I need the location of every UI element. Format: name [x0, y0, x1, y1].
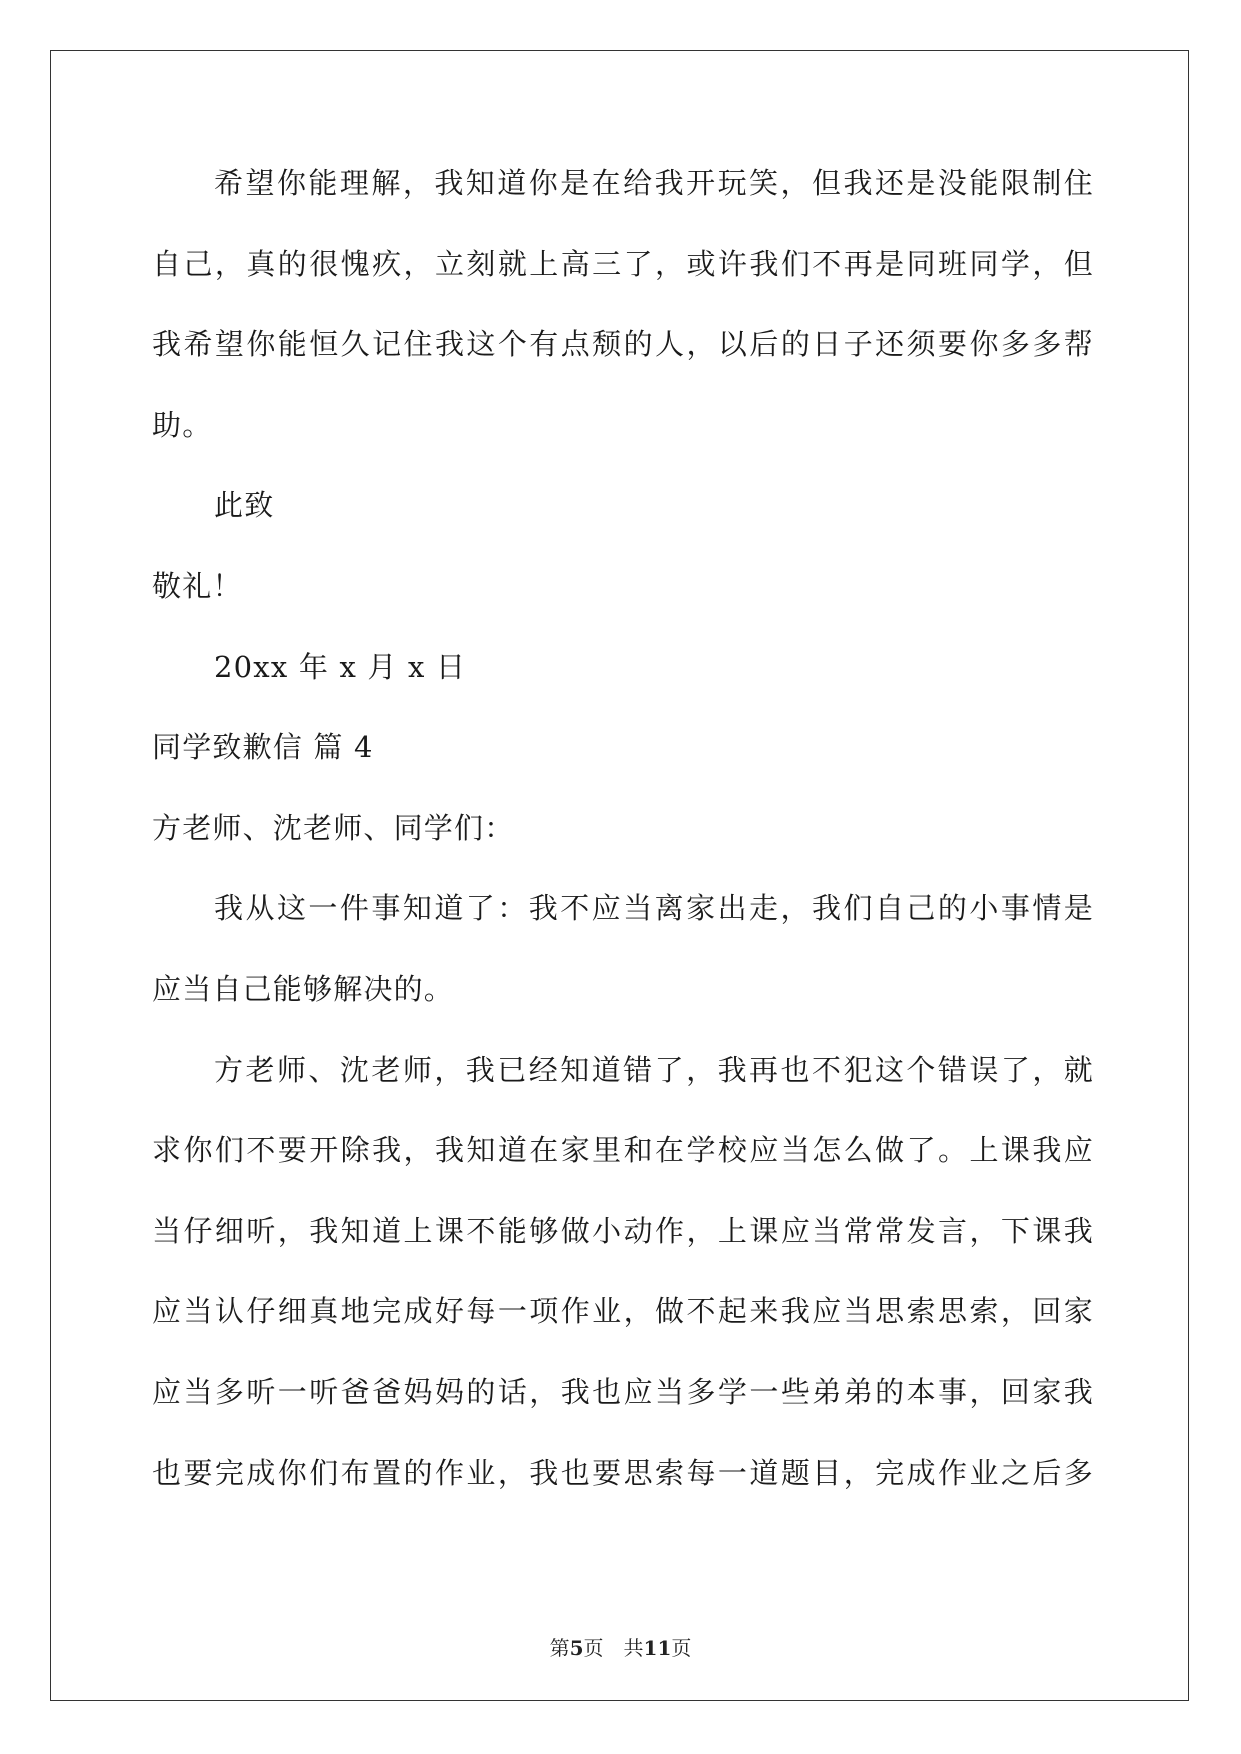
paragraph-line: 我从这一件事知道了：我不应当离家出走，我们自己的小事情是 [214, 891, 1094, 926]
letter-greeting: 方老师、沈老师、同学们： [152, 810, 515, 845]
paragraph-line: 求你们不要开除我，我知道在家里和在学校应当怎么做了。上课我应 [152, 1133, 1094, 1168]
paragraph-line: 也要完成你们布置的作业，我也要思索每一道题目，完成作业之后多 [152, 1455, 1094, 1490]
paragraph-line: 我希望你能恒久记住我这个有点颓的人，以后的日子还须要你多多帮 [152, 327, 1094, 362]
closing-salutation: 此致 [214, 488, 275, 523]
footer-middle: 页 共 [583, 1636, 644, 1660]
closing-regards: 敬礼！ [152, 568, 243, 603]
page-number-footer [0, 1632, 1241, 1661]
paragraph-line: 自己，真的很愧疚，立刻就上高三了，或许我们不再是同班同学，但 [152, 246, 1094, 281]
paragraph-line: 希望你能理解，我知道你是在给我开玩笑，但我还是没能限制住 [214, 166, 1094, 200]
document-body [152, 163, 1094, 1533]
paragraph-line: 当仔细听，我知道上课不能够做小动作，上课应当常常发言，下课我 [152, 1213, 1094, 1248]
current-page-number: 5 [569, 1636, 584, 1660]
paragraph-line: 助。 [152, 407, 213, 442]
paragraph-line: 应当多听一听爸爸妈妈的话，我也应当多学一些弟弟的本事，回家我 [152, 1374, 1094, 1409]
footer-suffix: 页 [671, 1636, 692, 1660]
paragraph-line: 应当自己能够解决的。 [152, 971, 455, 1006]
paragraph-line: 方老师、沈老师，我已经知道错了，我再也不犯这个错误了，就 [214, 1052, 1094, 1087]
footer-prefix: 第 [549, 1636, 570, 1660]
letter-date: 20xx 年 x 月 x 日 [214, 649, 467, 684]
paragraph-line: 应当认仔细真地完成好每一项作业，做不起来我应当思索思索，回家 [152, 1294, 1094, 1329]
section-title: 同学致歉信 篇 4 [152, 730, 374, 765]
total-page-count: 11 [643, 1636, 672, 1660]
